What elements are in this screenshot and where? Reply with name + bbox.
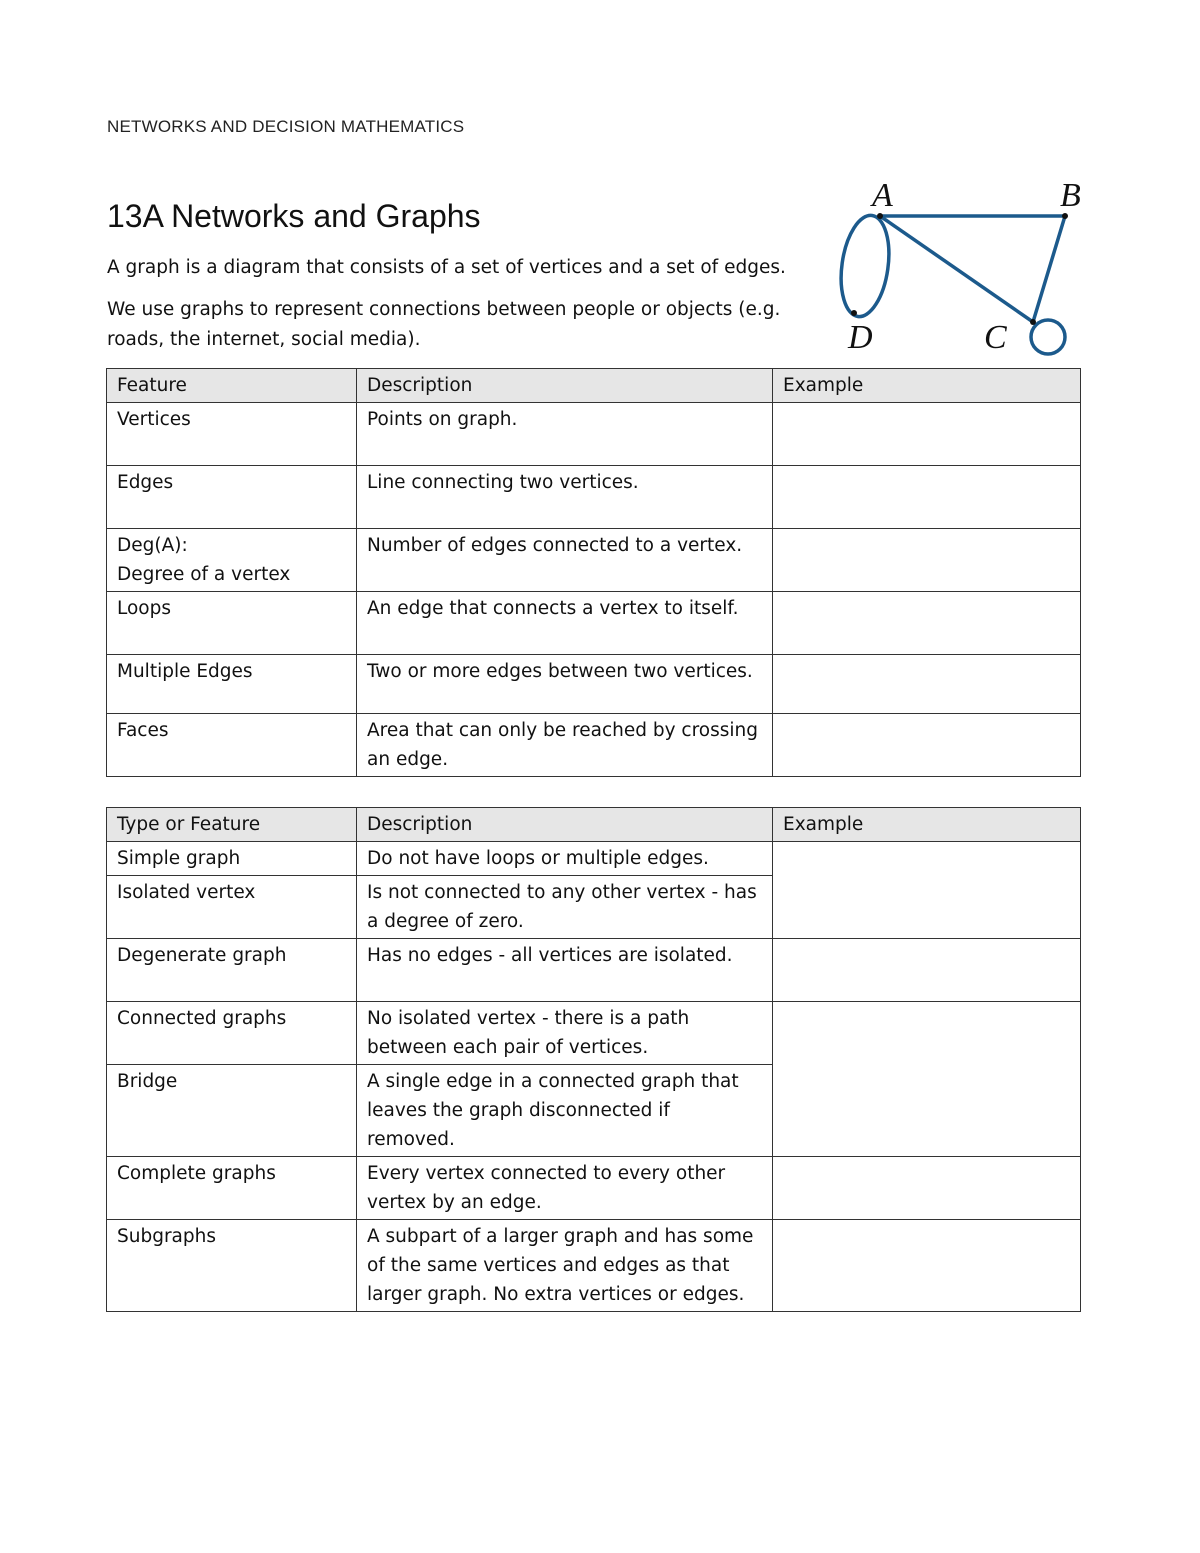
example-cell[interactable] — [773, 1220, 1081, 1312]
table-header-row — [107, 369, 1081, 403]
description-cell: No isolated vertex - there is a path between each pair of vertices. — [357, 1002, 773, 1065]
feature-cell: Vertices — [107, 403, 357, 466]
vertex-c — [1030, 319, 1036, 325]
feature-cell — [107, 529, 357, 592]
edge-b-c — [1033, 216, 1065, 322]
feature-cell: Edges — [107, 466, 357, 529]
feature-line: Deg(A): — [117, 535, 188, 556]
table-row — [107, 1220, 1081, 1312]
vertex-d — [851, 310, 857, 316]
document-header: NETWORKS AND DECISION MATHEMATICS — [107, 117, 465, 136]
table-row — [107, 1002, 1081, 1065]
table-row — [107, 939, 1081, 1002]
example-cell[interactable] — [773, 466, 1081, 529]
types-table — [106, 807, 1081, 1312]
feature-cell: Faces — [107, 714, 357, 777]
description-cell: Points on graph. — [357, 403, 773, 466]
feature-cell: Degenerate graph — [107, 939, 357, 1002]
feature-cell: Simple graph — [107, 842, 357, 876]
column-header-description: Description — [357, 369, 773, 403]
description-cell: Has no edges - all vertices are isolated. — [357, 939, 773, 1002]
vertex-label-b: B — [1060, 177, 1081, 214]
example-cell[interactable] — [773, 403, 1081, 466]
edges-a-d — [835, 212, 895, 319]
table-row — [107, 842, 1081, 876]
table-row — [107, 529, 1081, 592]
example-cell[interactable] — [773, 842, 1081, 939]
vertex-label-d: D — [848, 319, 873, 356]
table-row — [107, 466, 1081, 529]
table-row — [107, 1157, 1081, 1220]
description-cell: Line connecting two vertices. — [357, 466, 773, 529]
example-cell[interactable] — [773, 592, 1081, 655]
feature-cell: Multiple Edges — [107, 655, 357, 714]
table-row — [107, 655, 1081, 714]
column-header-feature: Feature — [107, 369, 357, 403]
loop-at-c — [1031, 320, 1065, 354]
table-header-row — [107, 808, 1081, 842]
description-cell: Two or more edges between two vertices. — [357, 655, 773, 714]
description-cell: An edge that connects a vertex to itself. — [357, 592, 773, 655]
description-cell: Number of edges connected to a vertex. — [357, 529, 773, 592]
table-row — [107, 592, 1081, 655]
example-cell[interactable] — [773, 939, 1081, 1002]
description-cell: A single edge in a connected graph that leaves the graph disconnected if removed. — [357, 1065, 773, 1157]
feature-cell: Loops — [107, 592, 357, 655]
edge-a-c — [880, 216, 1033, 322]
column-header-example: Example — [773, 808, 1081, 842]
feature-cell: Connected graphs — [107, 1002, 357, 1065]
intro-usage: We use graphs to represent connections between people or objects (e.g. roads, the internet, social media). — [107, 299, 781, 350]
feature-cell: Bridge — [107, 1065, 357, 1157]
description-cell: Area that can only be reached by crossing an edge. — [357, 714, 773, 777]
column-header-example: Example — [773, 369, 1081, 403]
description-cell: Every vertex connected to every other vertex by an edge. — [357, 1157, 773, 1220]
intro-definition: A graph is a diagram that consists of a set of vertices and a set of edges. — [107, 257, 786, 278]
example-cell[interactable] — [773, 1002, 1081, 1157]
page-title: 13A Networks and Graphs — [107, 198, 481, 234]
table-row — [107, 403, 1081, 466]
column-header-type: Type or Feature — [107, 808, 357, 842]
feature-line: Degree of a vertex — [117, 564, 291, 585]
feature-cell: Subgraphs — [107, 1220, 357, 1312]
example-graph-diagram — [828, 170, 1098, 360]
feature-cell: Complete graphs — [107, 1157, 357, 1220]
example-cell[interactable] — [773, 655, 1081, 714]
feature-cell: Isolated vertex — [107, 876, 357, 939]
description-cell: Do not have loops or multiple edges. — [357, 842, 773, 876]
description-cell: A subpart of a larger graph and has some of the same vertices and edges as that larger graph. No extra vertices or edges. — [357, 1220, 773, 1312]
description-cell: Is not connected to any other vertex - has a degree of zero. — [357, 876, 773, 939]
vertex-label-c: C — [984, 319, 1007, 356]
column-header-description: Description — [357, 808, 773, 842]
table-row — [107, 714, 1081, 777]
vertex-label-a: A — [872, 177, 893, 214]
example-cell[interactable] — [773, 529, 1081, 592]
example-cell[interactable] — [773, 1157, 1081, 1220]
features-table — [106, 368, 1081, 777]
example-cell[interactable] — [773, 714, 1081, 777]
